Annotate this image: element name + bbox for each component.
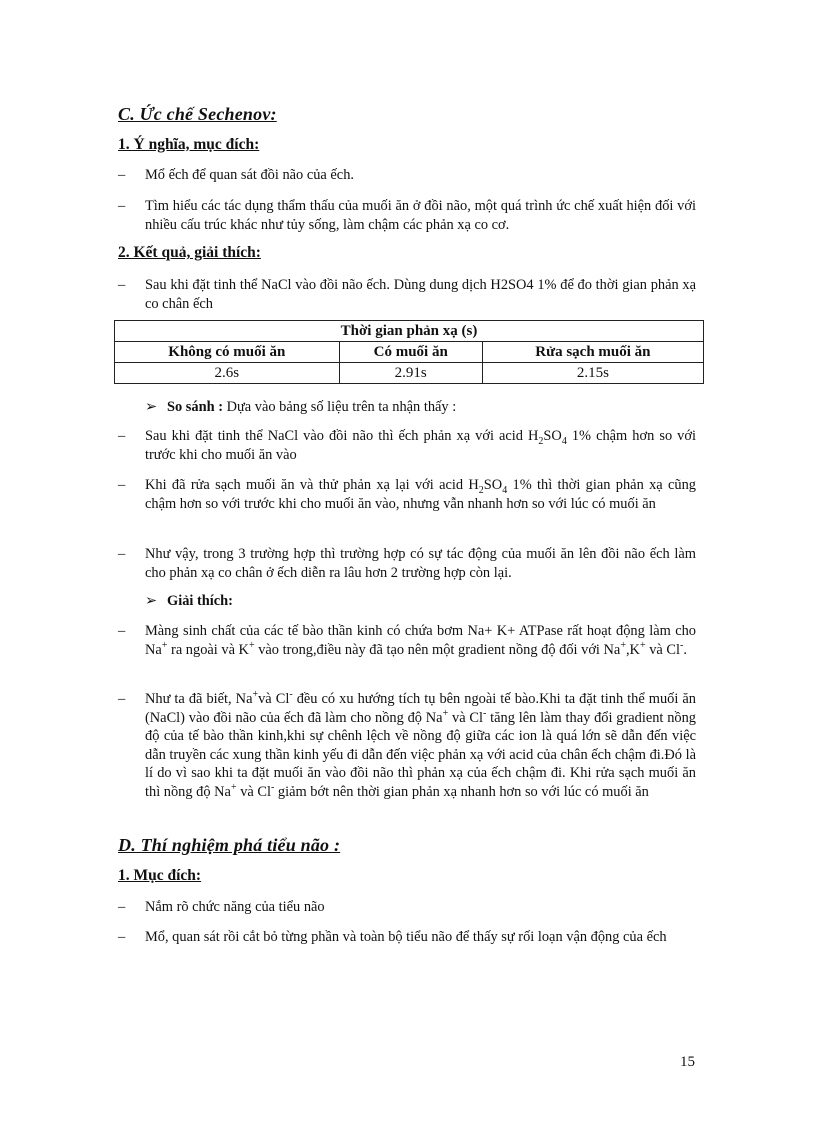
list-item-text: Sau khi đặt tinh thể NaCl vào đồi não thì ếch phản xạ với acid $H_2SO_4$ 1% chậm hơn so với trước khi cho muối ăn vào xyxy=(145,428,696,463)
list-item xyxy=(118,690,696,802)
list-item xyxy=(118,276,696,313)
table-header: Rửa sạch muối ăn xyxy=(482,342,703,363)
dash-bullet: – xyxy=(118,477,126,493)
table-cell: 2.15s xyxy=(482,363,703,384)
explain-label: Giải thích: xyxy=(167,593,233,609)
section-c-heading-2: 2. Kết quả, giải thích: xyxy=(118,244,261,261)
list-item xyxy=(118,928,696,947)
section-d-heading-1: 1. Mục đích: xyxy=(118,867,202,884)
table-caption: Thời gian phản xạ (s) xyxy=(115,321,704,342)
list-item-text: Như vậy, trong 3 trường hợp thì trường hợp có sự tác động của muối ăn lên đồi não ếch làm cho phản xạ co chân ở ếch diễn ra lâu hơn 2 trường hợp còn lại. xyxy=(145,546,696,581)
list-item xyxy=(118,166,696,185)
compare-label: So sánh : xyxy=(167,399,223,415)
explain-subheading xyxy=(145,593,233,610)
list-item xyxy=(118,476,696,513)
list-item-text: Mổ ếch để quan sát đồi não của ếch. xyxy=(145,167,354,183)
section-d-title: D. Thí nghiệm phá tiểu não : xyxy=(118,835,341,855)
table-cell: 2.6s xyxy=(115,363,340,384)
dash-bullet: – xyxy=(118,899,126,915)
dash-bullet: – xyxy=(118,198,126,214)
list-item-text: Nắm rõ chức năng của tiểu não xyxy=(145,899,325,915)
section-c-heading-1: 1. Ý nghĩa, mục đích: xyxy=(118,136,260,153)
dash-bullet: – xyxy=(118,167,126,183)
compare-subheading xyxy=(145,399,456,416)
list-item xyxy=(118,622,696,659)
list-item-text: Tìm hiểu các tác dụng thẩm thấu của muối ăn ở đồi não, một quá trình ức chế xuất hiện đối với nhiều cấu trúc khác như tủy sống, làm chậm các phản xạ co cơ. xyxy=(145,198,696,233)
compare-text: Dựa vào bảng số liệu trên ta nhận thấy : xyxy=(226,399,457,415)
list-item-text: Như ta đã biết, Na+và Cl- đều có xu hướng tích tụ bên ngoài tế bào.Khi ta đặt tinh thể muối ăn (NaCl) vào đồi não của ếch đã làm cho nồng độ Na+ và Cl- tăng lên làm thay đổi gradient nồng độ của tế bào thần kinh,khi sự chênh lệch về nồng độ giữa các ion là quá lớn sẽ dẫn đến việc dẫn truyền các xung thần kinh yếu đi dẫn đến việc phản xạ với acid của chân ếch chậm đi.Đó là lí do vì sao khi ta đặt muối ăn vào đồi não thì phản xạ của ếch chậm đi. Khi rửa sạch muối ăn thì nồng độ Na+ và Cl- giảm bớt nên thời gian phản xạ nhanh hơn so với lúc có muối ăn xyxy=(145,689,696,800)
list-item xyxy=(118,898,696,917)
list-item-text: Khi đã rửa sạch muối ăn và thử phản xạ lại với acid $H_2SO_4$ 1% thì thời gian phản xạ cũng chậm hơn so với trước khi cho muối ăn vào, nhưng vẫn nhanh hơn so với lúc có muối ăn xyxy=(145,477,696,512)
table-header: Có muối ăn xyxy=(339,342,482,363)
arrow-bullet-icon: ➢ xyxy=(145,399,158,415)
page-number: 15 xyxy=(680,1054,695,1070)
arrow-bullet-icon: ➢ xyxy=(145,593,158,609)
table-header: Không có muối ăn xyxy=(115,342,340,363)
dash-bullet: – xyxy=(118,623,126,639)
list-item-text: Mổ, quan sát rồi cắt bỏ từng phần và toàn bộ tiểu não để thấy sự rối loạn vận động của ếch xyxy=(145,929,667,945)
dash-bullet: – xyxy=(118,929,126,945)
list-item-text: Sau khi đặt tinh thể NaCl vào đồi não ếch. Dùng dung dịch H2SO4 1% để đo thời gian phản xạ co chân ếch xyxy=(145,277,696,312)
table-cell: 2.91s xyxy=(339,363,482,384)
reaction-time-table xyxy=(114,320,704,384)
list-item xyxy=(118,197,696,234)
dash-bullet: – xyxy=(118,428,126,444)
section-c-title: C. Ức chế Sechenov: xyxy=(118,104,277,124)
list-item xyxy=(118,545,696,582)
dash-bullet: – xyxy=(118,546,126,562)
list-item-text: Màng sinh chất của các tế bào thần kinh có chứa bơm Na+ K+ ATPase rất hoạt động làm cho Na+ ra ngoài và K+ vào trong,điều này đã tạo nên một gradient nồng độ đối với Na+,K+ và Cl-. xyxy=(145,623,696,658)
dash-bullet: – xyxy=(118,691,126,707)
dash-bullet: – xyxy=(118,277,126,293)
list-item xyxy=(118,427,696,464)
